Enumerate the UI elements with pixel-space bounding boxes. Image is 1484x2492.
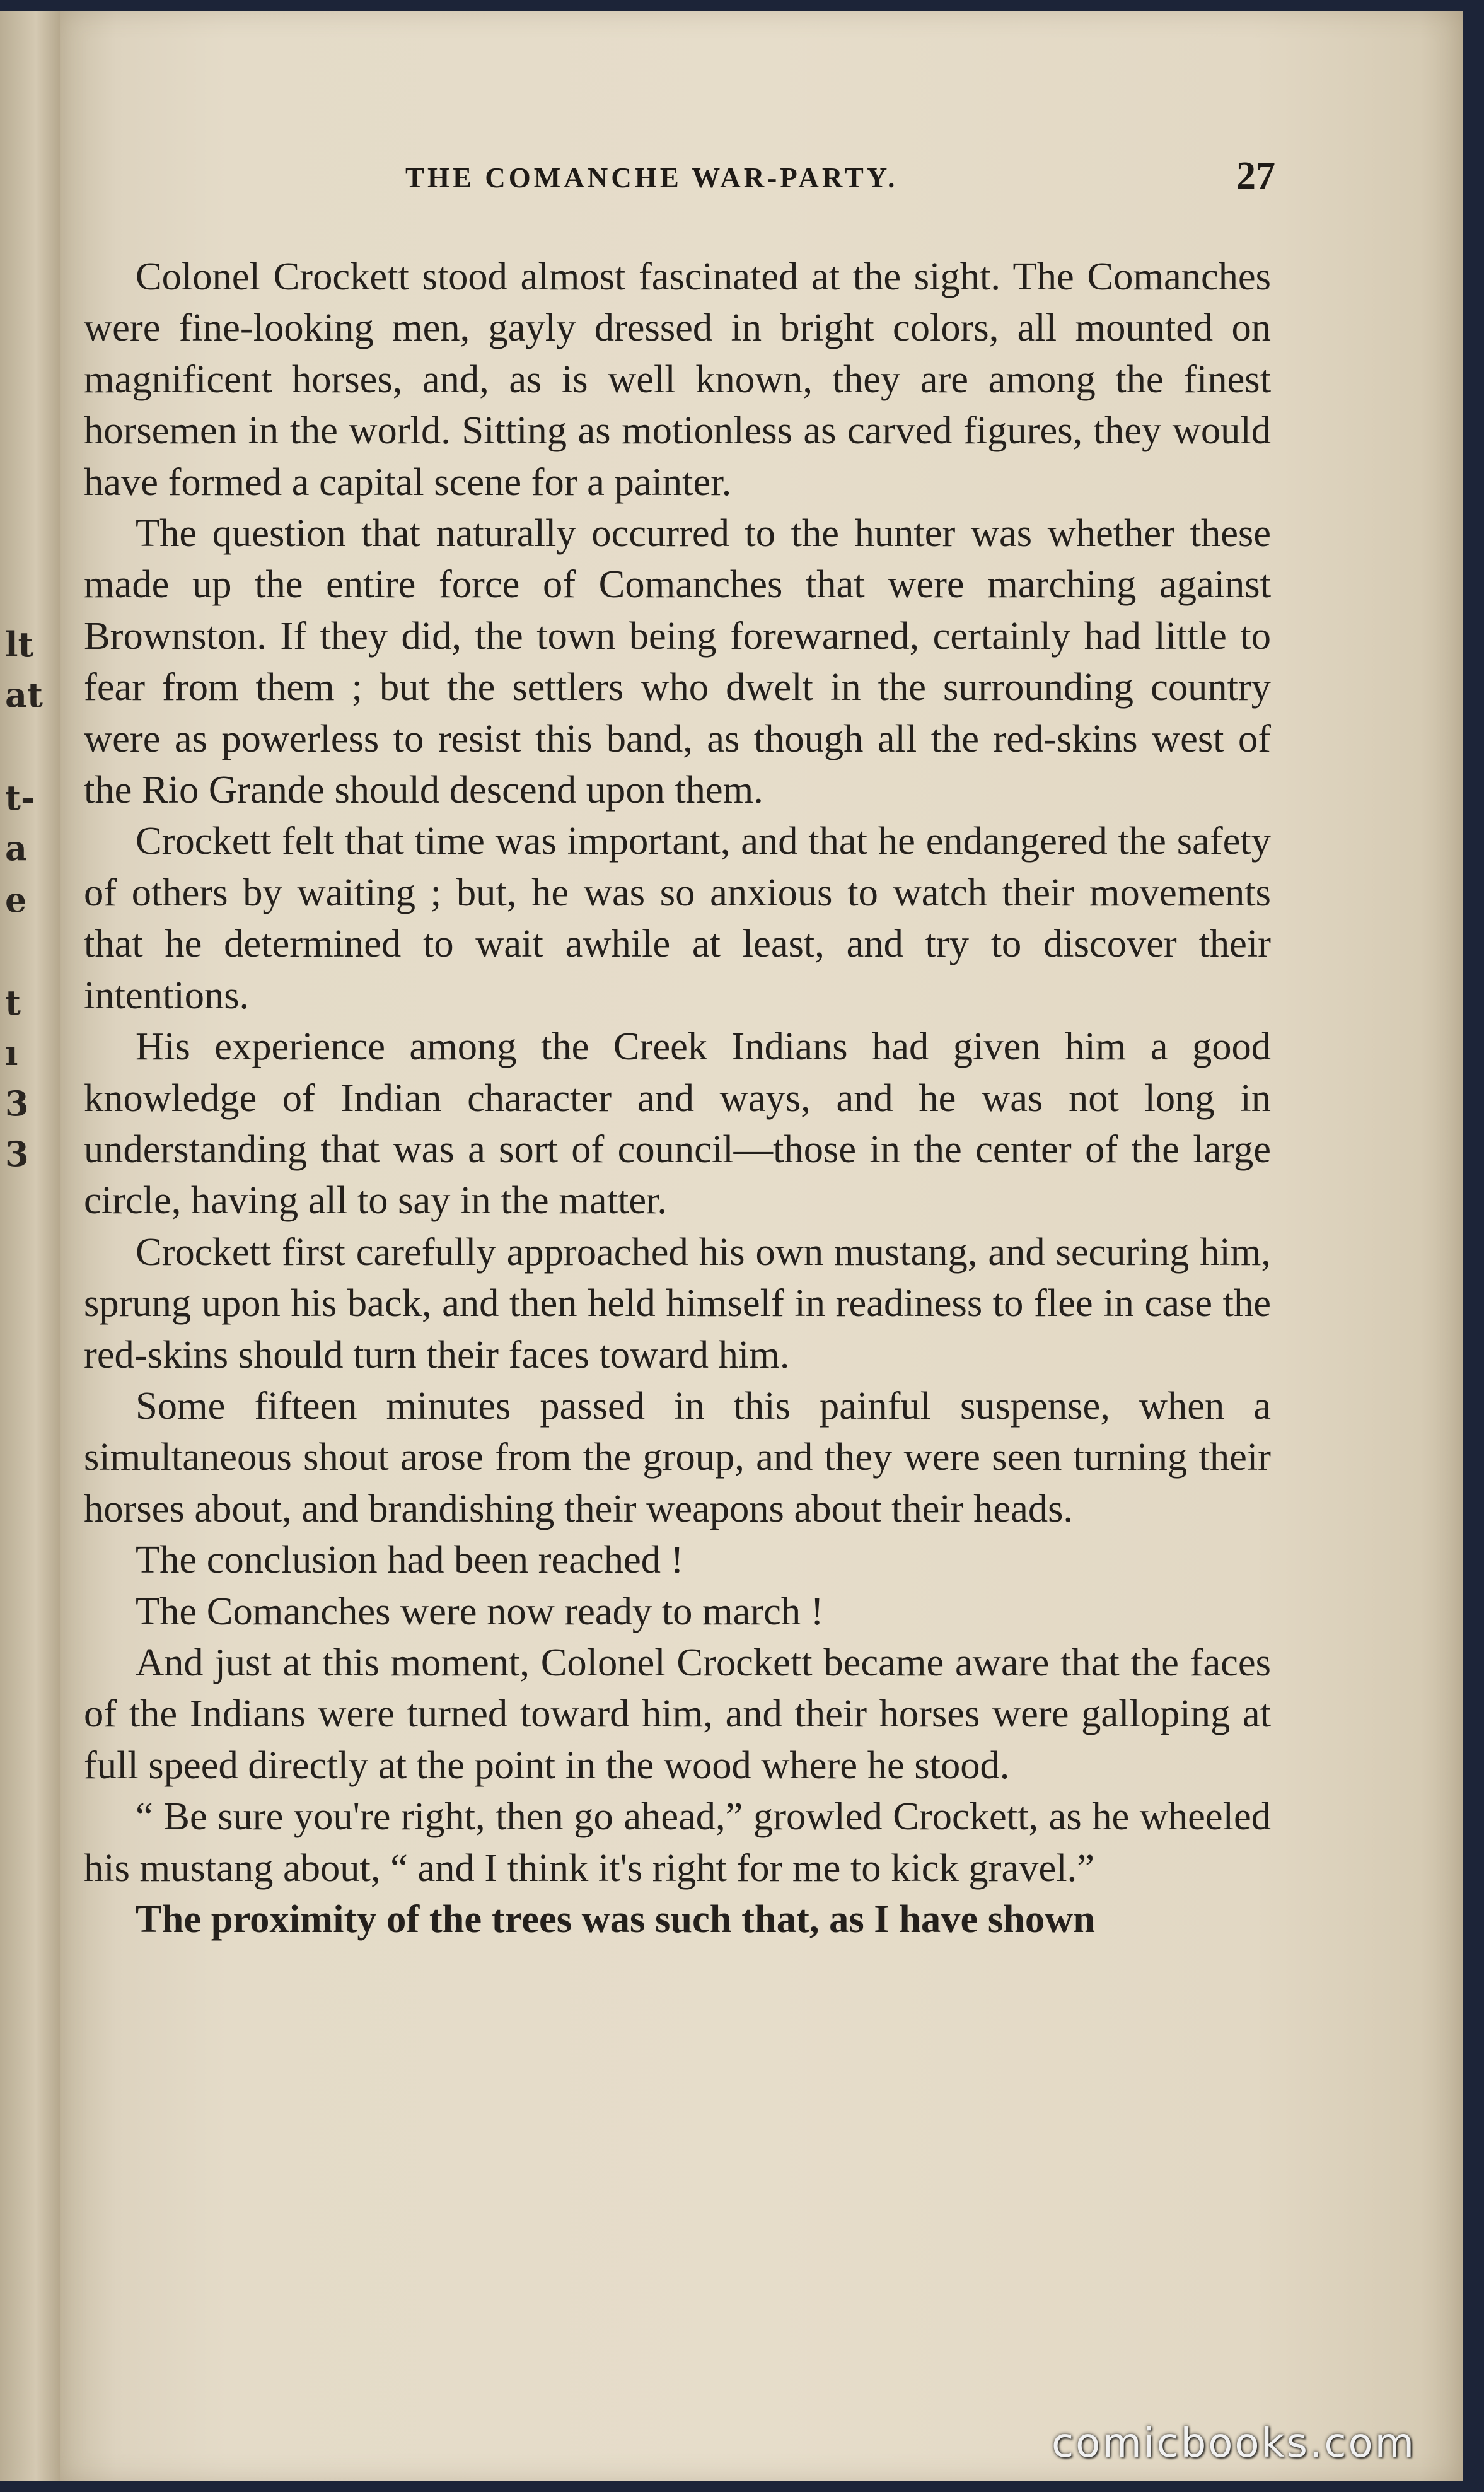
- book-page: [60, 11, 1463, 2481]
- paragraph: Crockett felt that time was important, and that he endangered the safety of others by waiting ; but, he was so anxious to watch their movements that he determined to wait awhile at least, and try to discover their intentions.: [84, 818, 1271, 1017]
- paragraph: The proximity of the trees was such that, as I have shown: [136, 1897, 1096, 1941]
- facing-page-fragment: lt: [5, 624, 34, 665]
- paragraph: His experience among the Creek Indians had given him a good knowledge of Indian character and ways, and he was not long in understanding that was a sort of council—those in the center of the large circle, having all to say in the matter.: [84, 1024, 1271, 1223]
- paragraph: The conclusion had been reached !: [136, 1537, 684, 1582]
- running-title: THE COMANCHE WAR-PARTY.: [405, 162, 898, 194]
- facing-page-fragment: t-: [5, 777, 35, 818]
- facing-page-fragment: a: [5, 828, 27, 868]
- facing-page-fragment: t: [5, 982, 21, 1023]
- facing-page-fragment: 3: [5, 1134, 29, 1174]
- paragraph: Crockett first carefully approached his own mustang, and securing him, sprung upon his back, and then held himself in readiness to flee in case the red-skins should turn their faces toward him.: [84, 1229, 1271, 1377]
- paragraph: The Comanches were now ready to march !: [136, 1588, 824, 1633]
- paragraph: “ Be sure you're right, then go ahead,” growled Crockett, as he wheeled his mustang about, “ and I think it's right for me to kick gravel.”: [84, 1794, 1271, 1890]
- page-number: 27: [1236, 154, 1275, 197]
- paragraph: And just at this moment, Colonel Crockett became aware that the faces of the Indians were turned toward him, and their horses were galloping at full speed directly at the point in the wood where he stood.: [84, 1639, 1271, 1787]
- facing-page-fragment: ı: [5, 1033, 18, 1073]
- facing-page-fragment: 3: [5, 1083, 29, 1124]
- body-text: [84, 251, 1271, 1945]
- facing-page-edge: [0, 11, 60, 2481]
- paragraph: Some fifteen minutes passed in this painful suspense, when a simultaneous shout arose from the group, and they were seen turning their horses about, and brandishing their weapons about their heads.: [84, 1383, 1271, 1530]
- facing-page-fragment: e: [5, 880, 27, 920]
- paragraph: Colonel Crockett stood almost fascinated at the sight. The Comanches were fine-looking men, gayly dressed in bright colors, all mounted on magnificent horses, and, as is well known, they are among the finest horsemen in the world. Sitting as motionless as carved figures, they would have formed a capital scene for a painter.: [84, 254, 1271, 504]
- paragraph: The question that naturally occurred to the hunter was whether these made up the entire force of Comanches that were marching against Brownston. If they did, the town being forewarned, certainly had little to fear from them ; but the settlers who dwelt in the surrounding country were as powerless to resist this band, as though all the red-skins west of the Rio Grande should descend upon them.: [84, 511, 1271, 812]
- facing-page-fragment: at: [5, 675, 43, 715]
- watermark: comicbooks.com: [1051, 2420, 1416, 2467]
